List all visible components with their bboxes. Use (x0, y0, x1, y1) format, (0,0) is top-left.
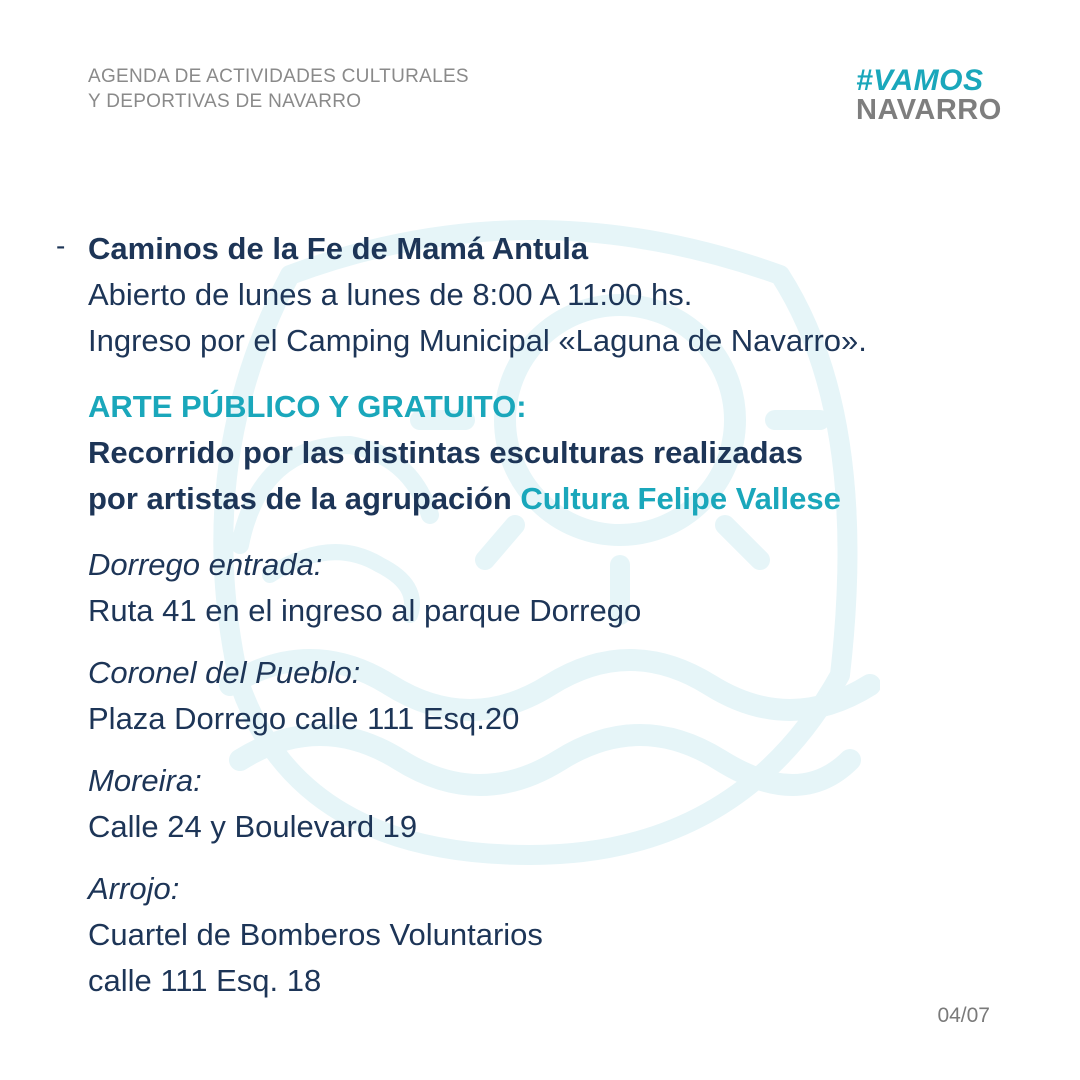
logo-navarro: NAVARRO (856, 94, 1002, 126)
vamos-navarro-logo (856, 66, 1001, 124)
art-heading: ARTE PÚBLICO Y GRATUITO: (88, 389, 527, 424)
location-address: Ruta 41 en el ingreso al parque Dorrego (88, 593, 642, 628)
agenda-content (88, 226, 1048, 1004)
location-address: Cuartel de Bomberos Voluntarios (88, 917, 543, 952)
location-address: Calle 24 y Boulevard 19 (88, 809, 418, 844)
location-name: Coronel del Pueblo: (88, 655, 361, 690)
art-description-prefix: por artistas de la agrupación (88, 481, 521, 516)
page-number: 04/07 (937, 1004, 990, 1027)
event-entry: Ingreso por el Camping Municipal «Laguna de Navarro». (88, 323, 867, 358)
location-name: Arrojo: (88, 871, 180, 906)
group-name-highlight: Cultura Felipe Vallese (520, 481, 841, 516)
agenda-title-line2: Y DEPORTIVAS DE NAVARRO (88, 91, 362, 112)
location-address: calle 111 Esq. 18 (88, 963, 322, 998)
art-description-line2 (88, 476, 1048, 522)
event-schedule: Abierto de lunes a lunes de 8:00 A 11:00 hs. (88, 277, 693, 312)
art-description-line1: Recorrido por las distintas esculturas realizadas (88, 435, 803, 470)
agenda-title-line1: AGENDA DE ACTIVIDADES CULTURALES (88, 66, 469, 87)
location-name: Dorrego entrada: (88, 547, 323, 582)
event-title: Caminos de la Fe de Mamá Antula (88, 231, 589, 266)
list-bullet: - (56, 230, 66, 261)
location-address: Plaza Dorrego calle 111 Esq.20 (88, 701, 520, 736)
agenda-title (88, 64, 469, 114)
location-name: Moreira: (88, 763, 202, 798)
logo-hashtag: #VAMOS (856, 64, 984, 97)
